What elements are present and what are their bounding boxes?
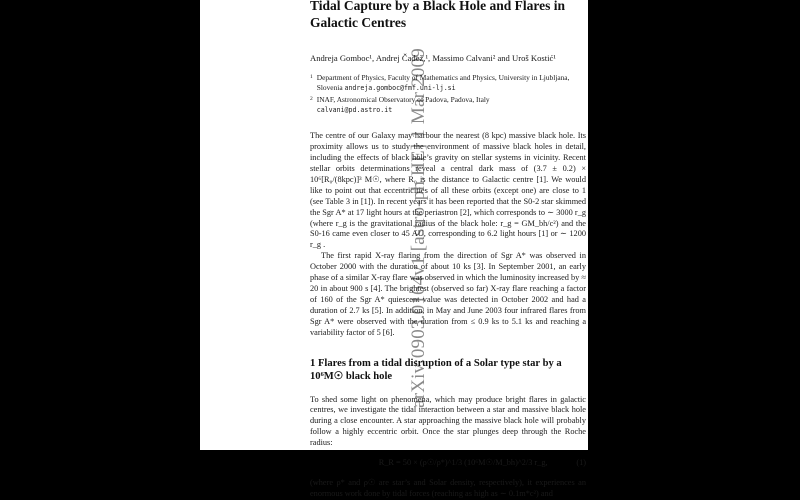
section-1-tail-paragraph: (where ρ* and ρ☉ are star’s and Solar density, respectively), it experiences an enormous work done by tidal forces (reaching as high as ∼ 0.1m*c²) and [310,477,586,498]
paper-title: Tidal Capture by a Black Hole and Flares in Galactic Centres [310,0,566,30]
affiliation-1-number: 1 [310,73,313,80]
section-1-heading: 1 Flares from a tidal disruption of a Solar type star by a 10⁶M☉ black hole [310,357,562,382]
author-list: Andreja Gomboc¹, Andrej Čadež,¹, Massimo Calvani² and Uroš Kostić¹ [310,53,556,63]
affiliation-2-text: INAF, Astronomical Observatory of Padova, Padova, Italy [316,95,490,105]
affiliation-1-email[interactable]: andreja.gomboc@fmf.uni-lj.si [344,83,456,92]
section-1-paragraph: To shed some light on phenomena, which may produce bright flares in galactic centres, we investigate the tidal interaction between a star and massive black hole during a close encounter. A star approaching the massive black hole will probably follow a highly eccentric orbit. Once the star plunges deep through the Roche radius: [310,394,586,448]
equation-1 [310,458,586,469]
paragraph-1: The centre of our Galaxy may harbour the nearest (8 kpc) massive black hole. Its proximity allows us to study the environment of massive black holes in detail, including the effects of black hole’s gravity on stellar systems in vicinity. Recent stellar orbits determinations reveal a central dark mass of (3.7 ± 0.2) × 10⁶[R₀/(8kpc)]³ M☉, where R₀ is the distance to Galactic centre [1]. We would like to point out that eccentricities of all these orbits (except one) are close to 1 (see Table 3 in [1]). In recent years it has been reported that the S0-2 star skimmed the Sgr A* at 17 light hours at the periastron [2], which corresponds to ∼ 3000 r_g (where r_g is the gravitational radius of the black hole: r_g = GM_bh/c²) and the S0-16 came even closer to 45 AU, corresponding to 6.2 light hours [1] or ∼ 1200 r_g . [310,131,586,250]
equation-1-number: (1) [576,458,586,468]
affiliation-2-number: 2 [310,96,313,103]
paper-page [200,0,588,498]
equation-1-body: R_R = 50 × (ρ☉/ρ*)^1/3 (10⁶M☉/M_bh)^2/3 r_g, [378,458,548,468]
affiliation-2 [310,95,586,115]
arxiv-stamp-text: arXiv:0903.0164v1 [astro-ph.HE] 1 Mar 2009 [408,47,429,408]
affiliation-1 [310,73,586,93]
paragraph-2: The first rapid X-ray flaring from the direction of Sgr A* was observed in October 2000 with the duration of about 10 ks [3]. In September 2001, an early phase of a similar X-ray flare was observed in which the luminosity increased by ≈ 20 in about 900 s [4]. The brightest (observed so far) X-ray flare reaching a factor of 160 of the Sgr A* quiescent value was detected in October 2002 and had a duration of 2.7 ks [5]. In addition, in May and June 2003 four infrared flares from Sgr A* were observed with the duration from ≤ 0.9 ks to 5.1 ks and reaching a variability factor of 5 [6]. [310,251,586,337]
affiliation-2-email[interactable]: calvani@pd.astro.it [316,105,393,114]
affiliation-1-text: Department of Physics, Faculty of Mathematics and Physics, University in Ljubljana, Slovenia [316,72,570,92]
affiliations [310,73,586,115]
paper-content [310,0,586,500]
